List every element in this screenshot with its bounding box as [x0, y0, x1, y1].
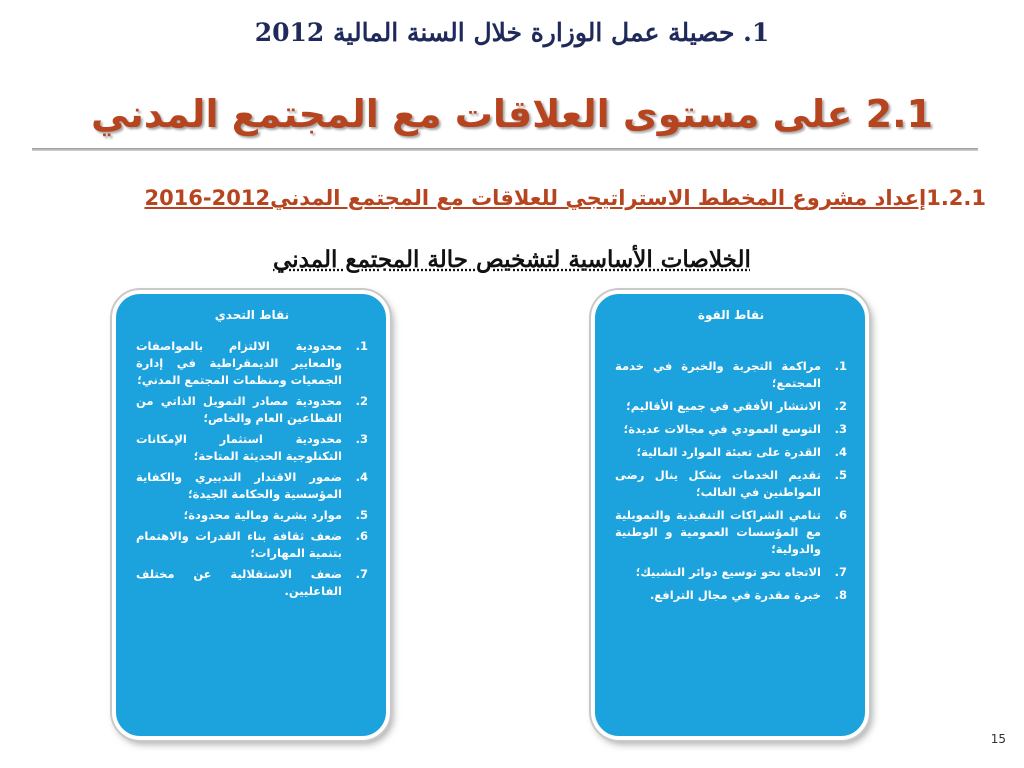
subsection-heading — [26, 186, 986, 210]
item-number: 2. — [834, 399, 847, 413]
strengths-panel-title: نقاط القوة — [697, 308, 765, 322]
item-number: 6. — [834, 508, 847, 522]
list-item — [136, 469, 368, 503]
item-text: محدودية الالتزام بالمواصفات والمعايير الديمقراطية في إدارة الجمعيات ومنظمات المجتمع المدني؛ — [136, 339, 342, 387]
title-divider — [32, 148, 978, 151]
list-item — [615, 507, 847, 558]
item-number: 6. — [355, 529, 368, 543]
list-item — [136, 528, 368, 562]
list-item — [615, 467, 847, 501]
main-title: 2.1 على مستوى العلاقات مع المجتمع المدني — [91, 92, 933, 136]
item-text: التوسع العمودي في مجالات عديدة؛ — [623, 422, 821, 436]
list-item — [615, 444, 847, 461]
item-text: موارد بشرية ومالية محدودة؛ — [183, 508, 342, 522]
slide-header-title: 1. حصيلة عمل الوزارة خلال السنة المالية 2012 — [254, 18, 770, 47]
page-number: 15 — [990, 732, 1006, 746]
item-number: 5. — [355, 508, 368, 522]
item-text: مراكمة التجربة والخبرة في خدمة المجتمع؛ — [615, 359, 821, 390]
item-text: ضعف الاستقلالية عن مختلف الفاعليين. — [136, 567, 342, 598]
item-number: 4. — [834, 445, 847, 459]
item-text: الاتجاه نحو توسيع دوائر التشبيك؛ — [635, 565, 821, 579]
item-text: محدودية استثمار الإمكانات التكنلوجية الحديثة المتاحة؛ — [136, 432, 342, 463]
strengths-list — [615, 358, 847, 604]
item-number: 7. — [355, 567, 368, 581]
diagnosis-title: الخلاصات الأساسية لتشخيص حالة المجتمع المدني — [273, 246, 751, 273]
subsection-text: إعداد مشروع المخطط الاستراتيجي للعلاقات مع المجتمع المدني2012-2016 — [144, 186, 927, 210]
item-number: 1. — [834, 359, 847, 373]
list-item — [136, 431, 368, 465]
list-item — [136, 338, 368, 389]
weaknesses-panel — [112, 290, 390, 740]
item-number: 3. — [834, 422, 847, 436]
item-text: القدرة على تعبئة الموارد المالية؛ — [636, 445, 821, 459]
list-item — [136, 507, 368, 524]
list-item — [615, 421, 847, 438]
weaknesses-list — [136, 338, 368, 600]
item-number: 4. — [355, 470, 368, 484]
list-item — [136, 566, 368, 600]
item-number: 7. — [834, 565, 847, 579]
item-text: الانتشار الأفقي في جميع الأقاليم؛ — [626, 399, 821, 413]
item-text: ضمور الاقتدار التدبيري والكفاية المؤسسية والحكامة الجيدة؛ — [136, 470, 342, 501]
item-number: 2. — [355, 394, 368, 408]
list-item — [615, 564, 847, 581]
list-item — [615, 587, 847, 604]
item-text: خبرة مقدرة في مجال الترافع. — [649, 588, 821, 602]
weaknesses-panel-title: نقاط التحدي — [214, 308, 290, 322]
item-number: 3. — [355, 432, 368, 446]
item-text: محدودية مصادر التمويل الذاتي من القطاعين العام والخاص؛ — [136, 394, 342, 425]
item-number: 5. — [834, 468, 847, 482]
list-item — [615, 398, 847, 415]
item-number: 1. — [355, 339, 368, 353]
list-item — [136, 393, 368, 427]
item-text: تنامي الشراكات التنفيذية والتمويلية مع المؤسسات العمومية و الوطنية والدولية؛ — [615, 508, 821, 556]
item-text: تقديم الخدمات بشكل ينال رضى المواطنين في الغالب؛ — [615, 468, 821, 499]
item-number: 8. — [834, 588, 847, 602]
strengths-panel — [591, 290, 869, 740]
subsection-number: 1.2.1 — [926, 186, 986, 210]
item-text: ضعف ثقافة بناء القدرات والاهتمام بتنمية المهارات؛ — [136, 529, 342, 560]
list-item — [615, 358, 847, 392]
